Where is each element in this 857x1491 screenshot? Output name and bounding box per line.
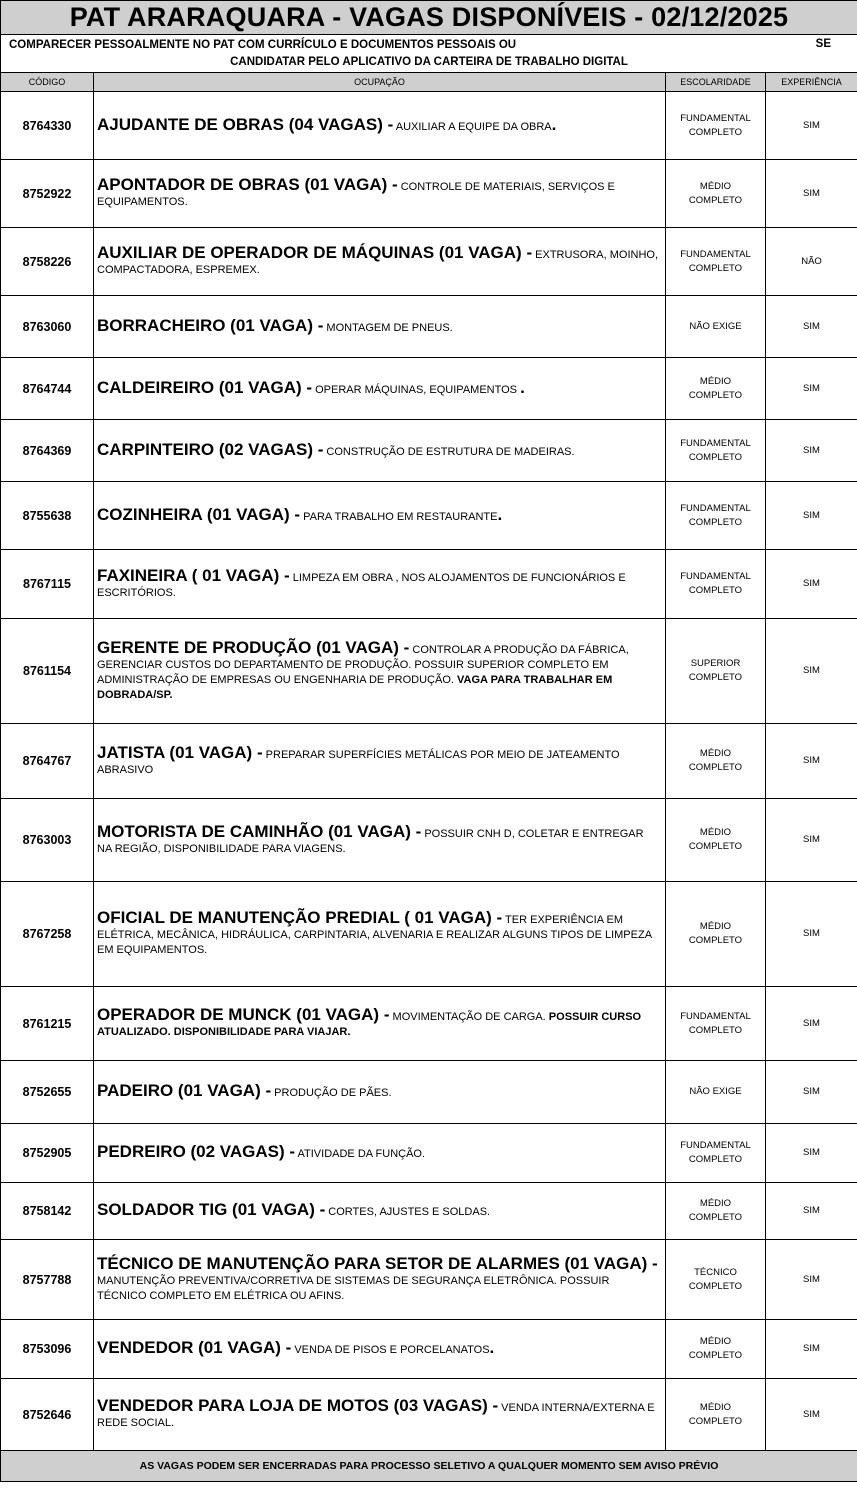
job-description: PARA TRABALHO EM RESTAURANTE [300, 510, 498, 523]
job-code: 8763060 [1, 296, 94, 358]
table-row [1, 1124, 857, 1183]
job-description-tail: . [497, 504, 503, 524]
job-title: GERENTE DE PRODUÇÃO (01 VAGA) - [97, 637, 410, 657]
table-row [1, 619, 857, 724]
job-education: FUNDAMENTAL COMPLETO [666, 482, 766, 550]
job-description: MANUTENÇÃO PREVENTIVA/CORRETIVA DE SISTEMAS DE SEGURANÇA ELETRÔNICA. POSSUIR TÉCNICO COMPLETO EM ELÉTRICA OU AFINS. [97, 1274, 610, 1302]
job-code: 8752905 [1, 1124, 94, 1183]
job-title: COZINHEIRA (01 VAGA) - [97, 504, 301, 524]
table-row [1, 1240, 857, 1320]
job-experience: SIM [766, 92, 857, 160]
job-occupation [94, 882, 666, 987]
job-title: TÉCNICO DE MANUTENÇÃO PARA SETOR DE ALARMES (01 VAGA) - [97, 1253, 658, 1273]
job-experience: SIM [766, 724, 857, 799]
job-occupation [94, 160, 666, 228]
table-row [1, 228, 857, 296]
job-title: CARPINTEIRO (02 VAGAS) - [97, 439, 324, 459]
job-title: JATISTA (01 VAGA) - [97, 742, 263, 762]
job-occupation [94, 92, 666, 160]
table-row [1, 420, 857, 482]
job-experience: SIM [766, 160, 857, 228]
job-highlight: POSSUIR CURSO ATUALIZADO. DISPONIBILIDADE PARA VIAJAR. [97, 1011, 642, 1038]
job-education: FUNDAMENTAL COMPLETO [666, 92, 766, 160]
job-occupation [94, 724, 666, 799]
job-experience: NÃO [766, 228, 857, 296]
job-description-tail: . [551, 114, 557, 134]
job-education: FUNDAMENTAL COMPLETO [666, 987, 766, 1061]
job-description: PRODUÇÃO DE PÃES. [271, 1087, 392, 1099]
notice-line-1-end: SE [815, 38, 831, 50]
notice-line-2: CANDIDATAR PELO APLICATIVO DA CARTEIRA DE TRABALHO DIGITAL [230, 56, 628, 68]
job-experience: SIM [766, 882, 857, 987]
job-description: TER EXPERIÊNCIA EM ELÉTRICA, MECÂNICA, HIDRÁULICA, CARPINTARIA, ALVENARIA E REALIZAR ALGUNS TIPOS DE LIMPEZA EM EQUIPAMENTOS. [97, 914, 652, 956]
job-code: 8753096 [1, 1320, 94, 1379]
page-title: PAT ARARAQUARA - VAGAS DISPONÍVEIS - 02/12/2025 [1, 1, 857, 35]
job-education: FUNDAMENTAL COMPLETO [666, 1124, 766, 1183]
job-experience: SIM [766, 482, 857, 550]
table-row [1, 799, 857, 882]
table-row [1, 92, 857, 160]
job-occupation [94, 987, 666, 1061]
table-row [1, 482, 857, 550]
job-experience: SIM [766, 358, 857, 420]
job-occupation [94, 1061, 666, 1124]
job-title: VENDEDOR PARA LOJA DE MOTOS (03 VAGAS) - [97, 1396, 499, 1415]
job-experience: SIM [766, 296, 857, 358]
job-occupation [94, 1320, 666, 1379]
job-code: 8757788 [1, 1240, 94, 1320]
table-row [1, 987, 857, 1061]
job-code: 8755638 [1, 482, 94, 550]
job-code: 8763003 [1, 799, 94, 882]
header-education: ESCOLARIDADE [666, 73, 766, 92]
job-occupation [94, 1183, 666, 1240]
job-description: CONTROLAR A PRODUÇÃO DA FÁBRICA, GERENCIAR CUSTOS DO DEPARTAMENTO DE PRODUÇÃO. POSSUIR SUPERIOR COMPLETO EM ADMINISTRAÇÃO DE EMPRESAS OU ENGENHARIA DE PRODUÇÃO. [97, 643, 629, 686]
job-description: CONTROLE DE MATERIAIS, SERVIÇOS E EQUIPAMENTOS. [97, 181, 615, 208]
job-occupation [94, 1379, 666, 1451]
job-code: 8752646 [1, 1379, 94, 1451]
job-description: ATIVIDADE DA FUNÇÃO. [295, 1148, 426, 1160]
job-description: PREPARAR SUPERFÍCIES METÁLICAS POR MEIO DE JATEAMENTO ABRASIVO [97, 748, 620, 776]
job-description: VENDA DE PISOS E PORCELANATOS [291, 1344, 490, 1356]
job-education: TÉCNICO COMPLETO [666, 1240, 766, 1320]
job-description: CONSTRUÇÃO DE ESTRUTURA DE MADEIRAS. [323, 445, 575, 458]
job-title: FAXINEIRA ( 01 VAGA) - [97, 565, 290, 585]
job-description: LIMPEZA EM OBRA , NOS ALOJAMENTOS DE FUNCIONÁRIOS E ESCRITÓRIOS. [97, 571, 626, 599]
job-description-tail: . [489, 1338, 495, 1357]
job-title: APONTADOR DE OBRAS (01 VAGA) - [97, 175, 398, 194]
job-education: MÉDIO COMPLETO [666, 1320, 766, 1379]
job-code: 8758142 [1, 1183, 94, 1240]
job-description: MOVIMENTAÇÃO DE CARGA. [389, 1011, 549, 1023]
header-code: CÓDIGO [1, 73, 94, 92]
job-title: CALDEIREIRO (01 VAGA) - [97, 377, 313, 397]
job-experience: SIM [766, 1124, 857, 1183]
job-experience: SIM [766, 420, 857, 482]
job-occupation [94, 550, 666, 619]
job-title: BORRACHEIRO (01 VAGA) - [97, 315, 324, 335]
job-description: VENDA INTERNA/EXTERNA E REDE SOCIAL. [97, 1402, 655, 1429]
job-title: PADEIRO (01 VAGA) - [97, 1081, 272, 1100]
table-row [1, 296, 857, 358]
table-row [1, 882, 857, 987]
header-occupation: OCUPAÇÃO [94, 73, 666, 92]
job-education: FUNDAMENTAL COMPLETO [666, 420, 766, 482]
job-education: MÉDIO COMPLETO [666, 1183, 766, 1240]
job-title: PEDREIRO (02 VAGAS) - [97, 1142, 296, 1161]
table-row [1, 160, 857, 228]
footer-notice: AS VAGAS PODEM SER ENCERRADAS PARA PROCESSO SELETIVO A QUALQUER MOMENTO SEM AVISO PRÉVIO [1, 1451, 857, 1482]
job-education: FUNDAMENTAL COMPLETO [666, 550, 766, 619]
notice-line-1: COMPARECER PESSOALMENTE NO PAT COM CURRÍCULO E DOCUMENTOS PESSOAIS OU [9, 39, 517, 51]
job-education: NÃO EXIGE [666, 1061, 766, 1124]
job-occupation [94, 420, 666, 482]
job-occupation [94, 228, 666, 296]
table-row [1, 1320, 857, 1379]
job-description: POSSUIR CNH D, COLETAR E ENTREGAR NA REGIÃO, DISPONIBILIDADE PARA VIAGENS. [97, 827, 644, 855]
job-title: AUXILIAR DE OPERADOR DE MÁQUINAS (01 VAGA) - [97, 243, 533, 262]
job-code: 8761154 [1, 619, 94, 724]
job-code: 8752655 [1, 1061, 94, 1124]
job-education: FUNDAMENTAL COMPLETO [666, 228, 766, 296]
table-row [1, 358, 857, 420]
job-code: 8767258 [1, 882, 94, 987]
job-title: OFICIAL DE MANUTENÇÃO PREDIAL ( 01 VAGA) - [97, 908, 503, 927]
job-code: 8767115 [1, 550, 94, 619]
job-experience: SIM [766, 619, 857, 724]
table-row [1, 550, 857, 619]
job-description: OPERAR MÁQUINAS, EQUIPAMENTOS [312, 383, 521, 396]
job-description: CORTES, AJUSTES E SOLDAS. [325, 1206, 491, 1218]
job-experience: SIM [766, 799, 857, 882]
job-title: SOLDADOR TIG (01 VAGA) - [97, 1200, 326, 1219]
job-occupation [94, 1240, 666, 1320]
job-education: MÉDIO COMPLETO [666, 724, 766, 799]
job-experience: SIM [766, 1061, 857, 1124]
job-code: 8764369 [1, 420, 94, 482]
job-experience: SIM [766, 1320, 857, 1379]
job-occupation [94, 358, 666, 420]
table-row [1, 1379, 857, 1451]
job-education: MÉDIO COMPLETO [666, 799, 766, 882]
job-occupation [94, 482, 666, 550]
job-occupation [94, 296, 666, 358]
job-title: VENDEDOR (01 VAGA) - [97, 1338, 292, 1357]
table-row [1, 724, 857, 799]
job-experience: SIM [766, 1240, 857, 1320]
job-code: 8761215 [1, 987, 94, 1061]
job-experience: SIM [766, 1183, 857, 1240]
job-experience: SIM [766, 987, 857, 1061]
job-title: AJUDANTE DE OBRAS (04 VAGAS) - [97, 114, 394, 134]
job-code: 8752922 [1, 160, 94, 228]
job-education: MÉDIO COMPLETO [666, 1379, 766, 1451]
job-description-tail: . [520, 377, 525, 397]
job-education: MÉDIO COMPLETO [666, 882, 766, 987]
job-description: AUXILIAR A EQUIPE DA OBRA [393, 120, 552, 133]
job-highlight: VAGA PARA TRABALHAR EM DOBRADA/SP. [97, 673, 613, 701]
job-title: MOTORISTA DE CAMINHÃO (01 VAGA) - [97, 821, 422, 841]
job-education: MÉDIO COMPLETO [666, 358, 766, 420]
job-education: SUPERIOR COMPLETO [666, 619, 766, 724]
job-title: OPERADOR DE MUNCK (01 VAGA) - [97, 1005, 390, 1024]
job-occupation [94, 619, 666, 724]
header-experience: EXPERIÊNCIA [766, 73, 857, 92]
job-education: MÉDIO COMPLETO [666, 160, 766, 228]
job-occupation [94, 799, 666, 882]
job-experience: SIM [766, 550, 857, 619]
job-education: NÃO EXIGE [666, 296, 766, 358]
notice [1, 35, 857, 73]
table-row [1, 1183, 857, 1240]
job-code: 8758226 [1, 228, 94, 296]
job-code: 8764767 [1, 724, 94, 799]
job-description: EXTRUSORA, MOINHO, COMPACTADORA, ESPREMEX. [97, 249, 659, 276]
job-code: 8764744 [1, 358, 94, 420]
job-code: 8764330 [1, 92, 94, 160]
job-occupation [94, 1124, 666, 1183]
job-experience: SIM [766, 1379, 857, 1451]
job-description: MONTAGEM DE PNEUS. [323, 321, 453, 334]
table-row [1, 1061, 857, 1124]
